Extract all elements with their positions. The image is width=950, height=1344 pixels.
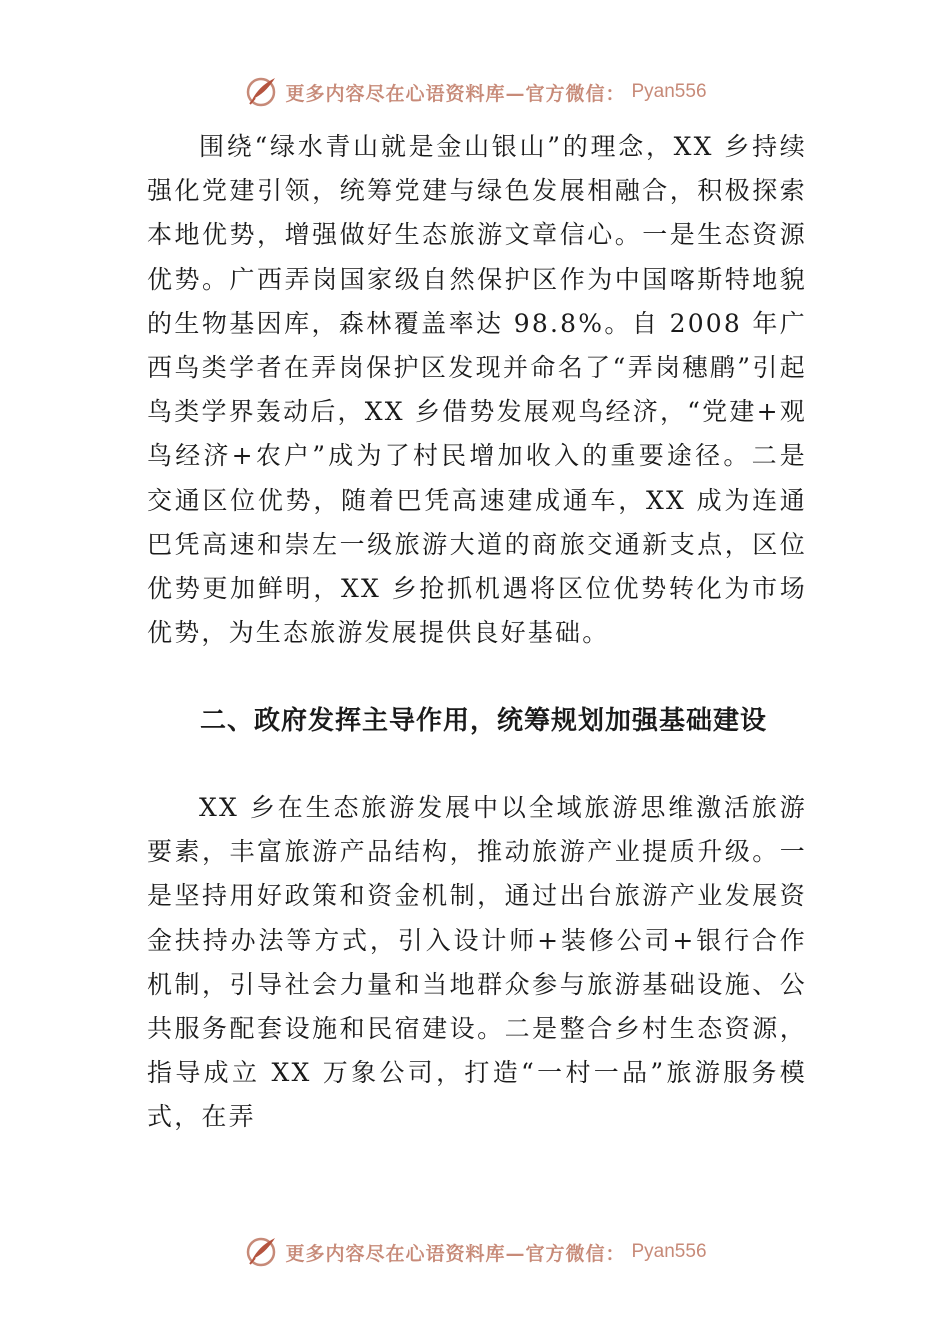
- watermark-text: 更多内容尽在心语资料库—官方微信：: [285, 1242, 626, 1265]
- feather-seal-icon: [243, 74, 279, 110]
- body-paragraph-1: 围绕“绿水青山就是金山银山”的理念，XX 乡持续强化党建引领，统筹党建与绿色发展相融合，积极探索本地优势，增强做好生态旅游文章信心。一是生态资源优势。广西弄岗国家级自然保护区作为中国喀斯特地貌的生物基因库，森林覆盖率达 98.8%。自 2008 年广西鸟类学者在弄岗保护区发现并命名了“弄岗穗鹛”引起鸟类学界轰动后，XX 乡借势发展观鸟经济，“党建+观鸟经济+农户”成为了村民增加收入的重要途径。二是交通区位优势，随着巴凭高速建成通车，XX 成为连通巴凭高速和崇左一级旅游大道的商旅交通新支点，区位优势更加鲜明，XX 乡抢抓机遇将区位优势转化为市场优势，为生态旅游发展提供良好基础。: [147, 132, 807, 648]
- footer-watermark: [0, 1230, 950, 1274]
- section-heading-2: 二、政府发挥主导作用，统筹规划加强基础建设: [200, 706, 768, 736]
- header-watermark: [0, 70, 950, 114]
- watermark-text: 更多内容尽在心语资料库—官方微信：: [285, 82, 626, 105]
- watermark-wechat-id: Pyan556: [631, 81, 707, 102]
- watermark-wechat-id: Pyan556: [631, 1241, 707, 1262]
- feather-seal-icon: [243, 1234, 279, 1270]
- body-paragraph-2: XX 乡在生态旅游发展中以全域旅游思维激活旅游要素，丰富旅游产品结构，推动旅游产业提质升级。一是坚持用好政策和资金机制，通过出台旅游产业发展资金扶持办法等方式，引入设计师+装修公司+银行合作机制，引导社会力量和当地群众参与旅游基础设施、公共服务配套设施和民宿建设。二是整合乡村生态资源，指导成立 XX 万象公司，打造“一村一品”旅游服务模式，在弄: [147, 793, 807, 1132]
